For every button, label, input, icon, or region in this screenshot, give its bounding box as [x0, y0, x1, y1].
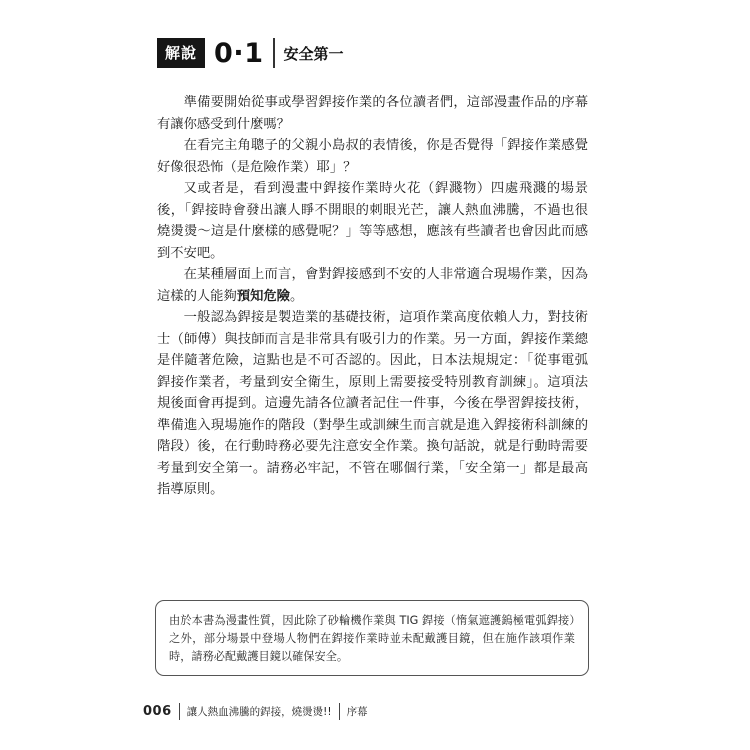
section-badge: 解說 [157, 38, 205, 68]
page-number: 006 [143, 703, 172, 719]
footer-divider [339, 703, 340, 720]
header-divider [273, 38, 275, 68]
note-text: 由於本書為漫畫性質，因此除了砂輪機作業與 TIG 銲接（惰氣遮護鎢極電弧銲接）之外，部分場景中登場人物們在銲接作業時並未配戴護目鏡，但在施作該項作業時，請務必配戴護目鏡以確保安全。 [169, 614, 575, 663]
footer-divider [179, 703, 180, 720]
body-text [157, 92, 588, 501]
paragraph-text: 在某種層面上而言，會對銲接感到不安的人非常適合現場作業，因為這樣的人能夠 [157, 267, 588, 304]
paragraph [157, 264, 588, 307]
paragraph: 又或者是，看到漫畫中銲接作業時火花（銲濺物）四處飛濺的場景後，「銲接時會發出讓人睜不開眼的刺眼光芒，讓人熱血沸騰，不過也很燒燙燙～這是什麼樣的感覺呢？」等等感想，應該有些讀者也會因此而感到不安吧。 [157, 181, 588, 261]
book-title: 讓人熱血沸騰的銲接，燒燙燙!! [186, 705, 332, 718]
paragraph: 準備要開始從事或學習銲接作業的各位讀者們，這部漫畫作品的序幕有讓你感受到什麼嗎？ [157, 95, 588, 132]
paragraph: 一般認為銲接是製造業的基礎技術，這項作業高度依賴人力，對技術士（師傅）與技師而言是非常具有吸引力的作業。另一方面，銲接作業總是伴隨著危險，這點也是不可否認的。因此，日本法規規定：「從事電弧銲接作業者，考量到安全衛生，原則上需要接受特別教育訓練」。這項法規後面會再提到。這邊先請各位讀者記住一件事，今後在學習銲接技術，準備進入現場施作的階段（對學生或訓練生而言就是進入銲接術科訓練的階段）後，在行動時務必要先注意安全作業。換句話說，就是行動時需要考量到安全第一。請務必牢記，不管在哪個行業，「安全第一」都是最高指導原則。 [157, 310, 588, 497]
note-box [155, 600, 589, 676]
page-footer [143, 700, 368, 722]
paragraph: 在看完主角聰子的父親小島叔的表情後，你是否覺得「銲接作業感覺好像很恐怖（是危險作業）耶」？ [157, 138, 588, 175]
section-title: 安全第一 [283, 44, 344, 63]
paragraph-text: 。 [289, 288, 304, 304]
section-number: 0‧1 [214, 37, 264, 69]
emphasis-text: 預知危險 [236, 288, 290, 304]
chapter-name: 序幕 [346, 705, 368, 718]
section-header [157, 38, 344, 68]
